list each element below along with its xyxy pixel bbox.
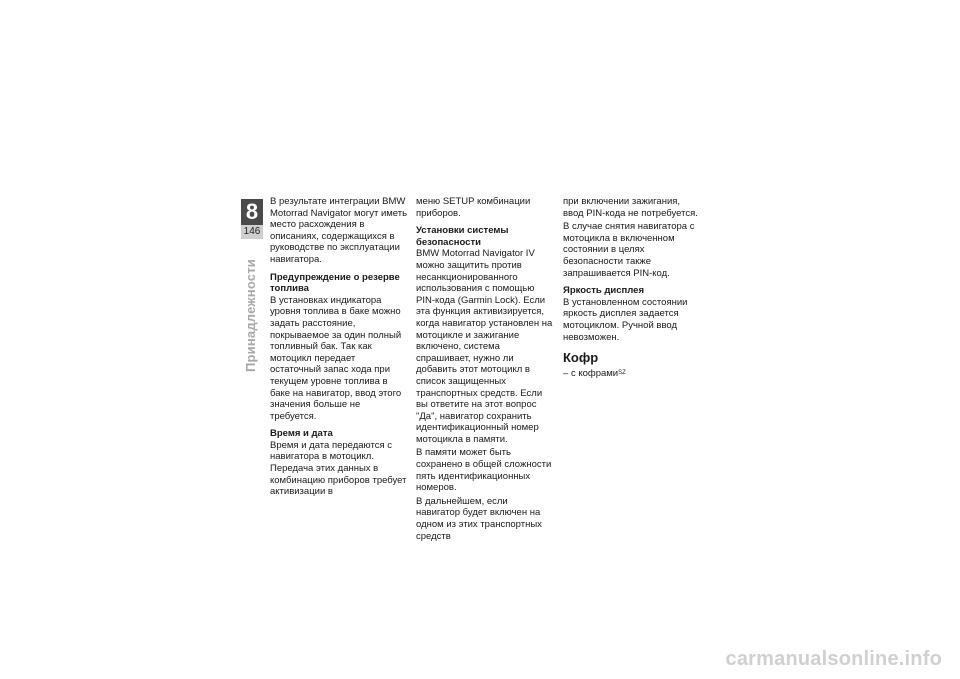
dash-bullet: – xyxy=(563,368,569,380)
heading-security: Установки системы безопасности xyxy=(416,225,509,248)
paragraph: при включении зажигания, ввод PIN-кода не потребуется. xyxy=(563,196,698,219)
column-3 xyxy=(563,196,703,382)
heading-case: Кофр xyxy=(563,350,599,366)
chapter-title: Принадлежности xyxy=(243,259,258,372)
paragraph: В дальнейшем, если навигатор будет включен на одном из этих транспортных средств xyxy=(416,495,542,542)
page-number: 146 xyxy=(241,225,263,239)
paragraph: Время и дата передаются с навигатора в мотоцикл. Передача этих данных в комбинацию приборов требует активизации в xyxy=(270,439,407,498)
heading-fuel-reserve: Предупреждение о резерве топлива xyxy=(270,271,400,295)
list-item-text: с кофрами xyxy=(570,368,619,380)
watermark: carmanualsonline.info xyxy=(725,648,942,670)
list-item xyxy=(563,368,703,380)
chapter-number: 8 xyxy=(241,199,263,225)
paragraph: В случае снятия навигатора с мотоцикла в включенном состоянии в целях безопасности также запрашивается PIN-код. xyxy=(563,221,695,279)
heading-time-date: Время и дата xyxy=(270,428,333,440)
heading-display-brightness: Яркость дисплея xyxy=(563,285,644,297)
option-superscript: SZ xyxy=(618,370,626,377)
paragraph: В установках индикатора уровня топлива в баке можно задать расстояние, покрываемое за один полный топливный бак. Так как мотоцикл передает остаточный запас хода при текущем уровне топлива в баке на навигатор, ввод этого значения больше не требуется. xyxy=(270,294,402,422)
paragraph: меню SETUP комбинации приборов. xyxy=(416,196,531,219)
paragraph: В установленном состоянии яркость дисплея задается мотоциклом. Ручной ввод невозможен. xyxy=(563,296,688,343)
paragraph: В памяти может быть сохранено в общей сложности пять идентификационных номеров. xyxy=(416,447,552,494)
paragraph: В результате интеграции BMW Motorrad Navigator могут иметь место расхождения в описаниях, содержащихся в руководстве по эксплуатации навигатора. xyxy=(270,196,408,265)
paragraph: BMW Motorrad Navigator IV можно защитить против несанкционированного использования с помощью PIN-кода (Garmin Lock). Если эта функция активизируется, когда навигатор установлен на мотоцикле и зажигание включено, система спрашивает, нужно ли добавить этот мотоцикл в список защищенных транспортных средств. Если вы ответите на этот вопрос "Да", навигатор сохранить идентификационный номер мотоцикла в памяти. xyxy=(416,248,553,445)
column-1 xyxy=(270,196,408,500)
column-2 xyxy=(416,196,554,544)
